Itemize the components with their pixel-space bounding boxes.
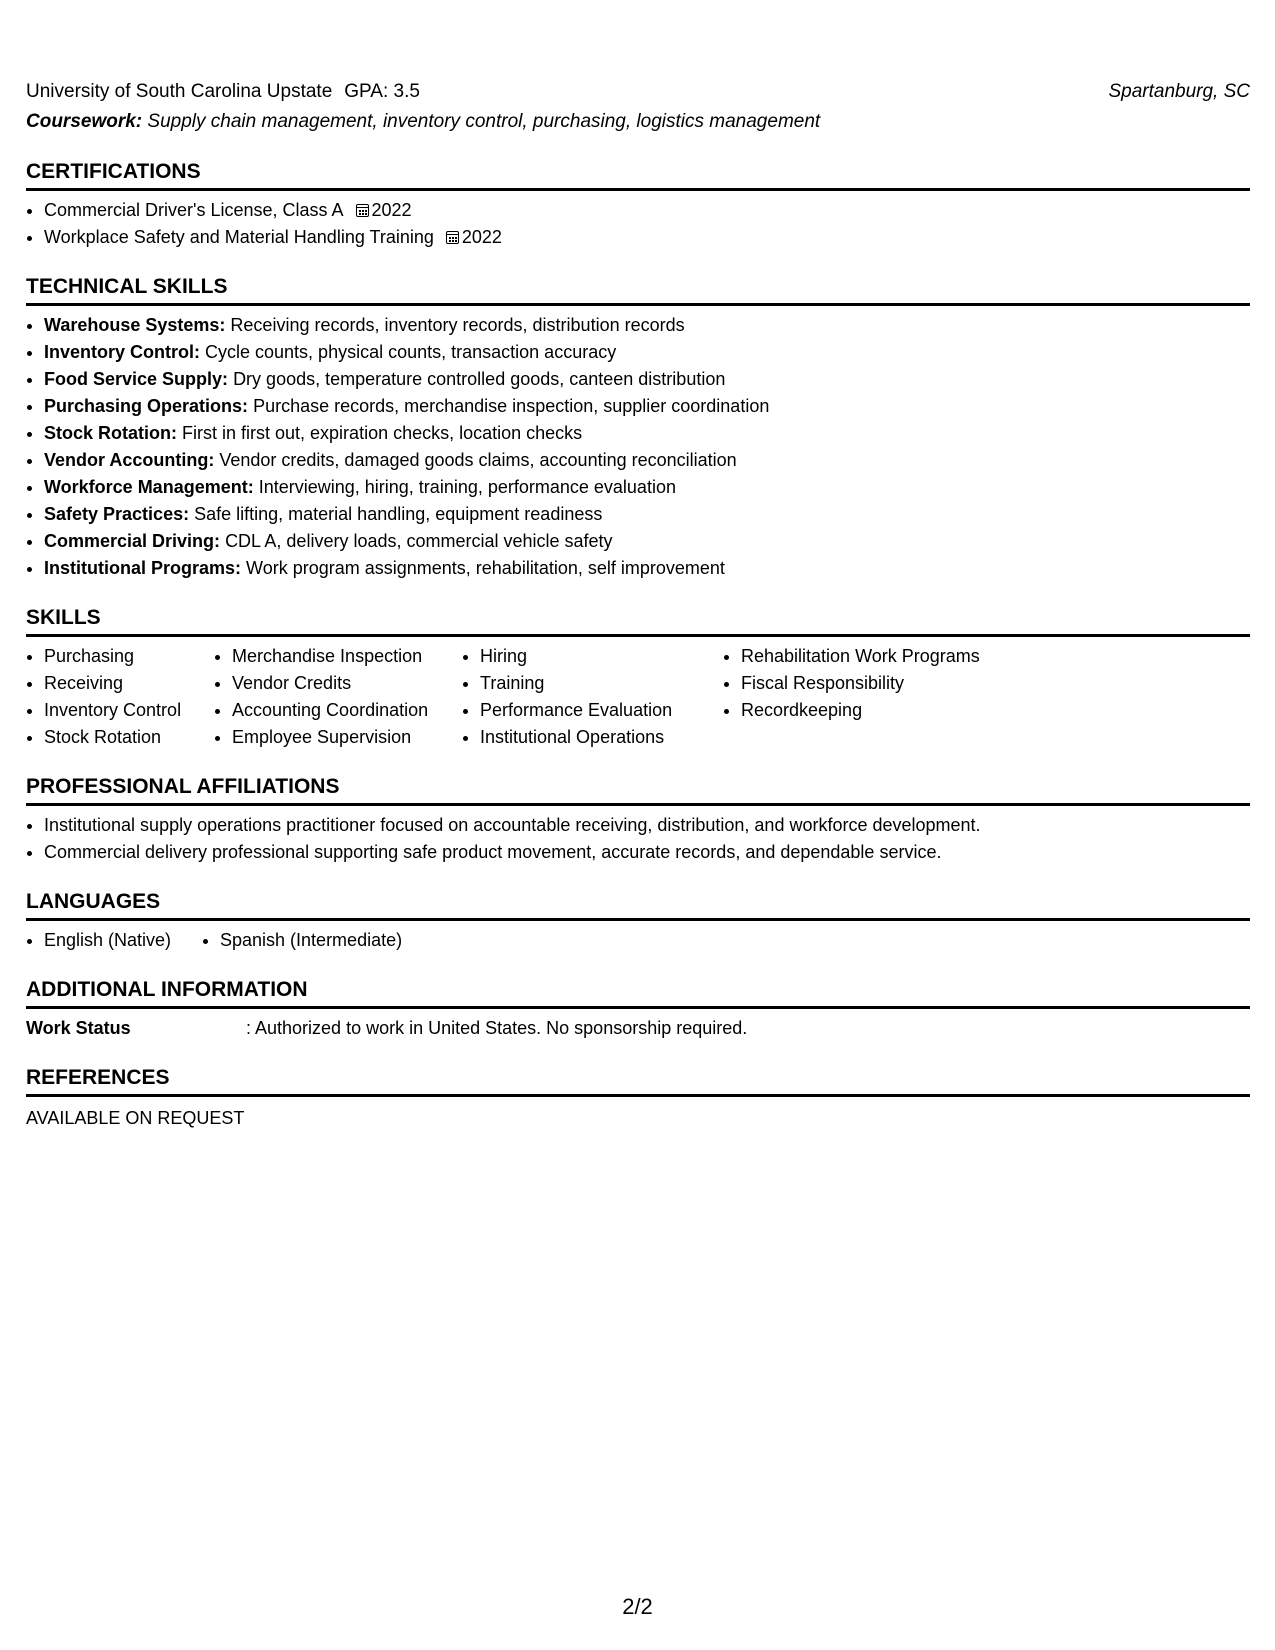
education-school-block [26,78,420,106]
technical-skills-heading: TECHNICAL SKILLS [26,273,1250,306]
languages-heading: LANGUAGES [26,888,1250,921]
additional-info-heading: ADDITIONAL INFORMATION [26,976,1250,1009]
references-text: AVAILABLE ON REQUEST [26,1108,245,1128]
affiliations-list [26,812,1250,866]
languages-column [26,927,202,954]
skill-item: • Employee Supervision [232,724,462,751]
certification-year: 2022 [461,227,502,247]
technical-skill-item [44,339,1250,366]
resume-page [26,78,1250,1132]
page-number: 2/2 [622,1594,653,1619]
technical-skill-item [44,420,1250,447]
skill-item: • Purchasing [44,643,214,670]
technical-skill-label: Warehouse Systems: [44,315,226,335]
work-status-value: : Authorized to work in United States. No sponsorship required. [246,1018,748,1038]
skill-item: • Recordkeeping [741,697,1041,724]
certifications-list [26,197,1250,251]
certification-name: Workplace Safety and Material Handling Training [44,227,434,247]
skills-column [26,643,214,751]
certification-item [44,197,1250,224]
technical-skill-item [44,366,1250,393]
coursework-line [26,108,1250,136]
affiliation-item: • Institutional supply operations practitioner focused on accountable receiving, distribution, and workforce development. [44,812,1250,839]
technical-skill-item [44,393,1250,420]
gpa: GPA: 3.5 [344,81,420,102]
technical-skill-item [44,555,1250,582]
technical-skill-label: Stock Rotation: [44,423,177,443]
technical-skill-text: CDL A, delivery loads, commercial vehicle safety [225,531,613,551]
skill-item: • Receiving [44,670,214,697]
references-heading: REFERENCES [26,1064,1250,1097]
certifications-heading: CERTIFICATIONS [26,158,1250,191]
technical-skill-text: Purchase records, merchandise inspection, supplier coordination [253,396,770,416]
education-location: Spartanburg, SC [1108,81,1250,102]
languages-column [202,927,402,954]
skill-item: • Performance Evaluation [480,697,723,724]
technical-skill-label: Workforce Management: [44,477,254,497]
technical-skills-list [26,312,1250,582]
technical-skill-text: Work program assignments, rehabilitation, self improvement [246,558,725,578]
technical-skill-label: Purchasing Operations: [44,396,249,416]
technical-skill-text: Cycle counts, physical counts, transaction accuracy [205,342,617,362]
coursework-text: Supply chain management, inventory control, purchasing, logistics management [147,111,821,132]
skills-column [462,643,723,751]
education-row [26,78,1250,106]
technical-skill-text: Safe lifting, material handling, equipment readiness [194,504,603,524]
technical-skill-item [44,447,1250,474]
skills-column [723,643,1041,751]
affiliations-heading: PROFESSIONAL AFFILIATIONS [26,773,1250,806]
technical-skill-item [44,528,1250,555]
calendar-icon [356,204,369,217]
technical-skill-label: Food Service Supply: [44,369,229,389]
certification-year: 2022 [371,200,412,220]
school-name: University of South Carolina Upstate [26,81,333,102]
languages-row [26,927,1250,954]
affiliation-item: • Commercial delivery professional supporting safe product movement, accurate records, and dependable service. [44,839,1250,866]
technical-skill-label: Inventory Control: [44,342,200,362]
skill-item: • Hiring [480,643,723,670]
technical-skill-text: Dry goods, temperature controlled goods, canteen distribution [233,369,726,389]
work-status-label: Work Status [26,1018,131,1038]
technical-skill-text: Receiving records, inventory records, distribution records [230,315,685,335]
skill-item: • Training [480,670,723,697]
skills-heading: SKILLS [26,604,1250,637]
coursework-label: Coursework: [26,111,143,132]
skill-item: • Accounting Coordination [232,697,462,724]
calendar-icon [446,231,459,244]
skills-column [214,643,462,751]
language-item: • English (Native) [44,927,202,954]
skill-item: • Stock Rotation [44,724,214,751]
skill-item: • Vendor Credits [232,670,462,697]
technical-skill-item [44,474,1250,501]
language-item: • Spanish (Intermediate) [220,927,402,954]
skill-item: • Inventory Control [44,697,214,724]
technical-skill-label: Safety Practices: [44,504,190,524]
technical-skill-item [44,312,1250,339]
technical-skill-label: Commercial Driving: [44,531,221,551]
skills-grid [26,643,1250,751]
certification-name: Commercial Driver's License, Class A [44,200,344,220]
certification-item [44,224,1250,251]
skill-item: • Fiscal Responsibility [741,670,1041,697]
technical-skill-text: Vendor credits, damaged goods claims, accounting reconciliation [219,450,737,470]
technical-skill-label: Vendor Accounting: [44,450,215,470]
technical-skill-text: First in first out, expiration checks, location checks [182,423,583,443]
work-status-row [26,1015,1250,1042]
technical-skill-label: Institutional Programs: [44,558,242,578]
skill-item: • Institutional Operations [480,724,723,751]
skill-item: • Merchandise Inspection [232,643,462,670]
technical-skill-item [44,501,1250,528]
technical-skill-text: Interviewing, hiring, training, performance evaluation [258,477,676,497]
skill-item: • Rehabilitation Work Programs [741,643,1041,670]
